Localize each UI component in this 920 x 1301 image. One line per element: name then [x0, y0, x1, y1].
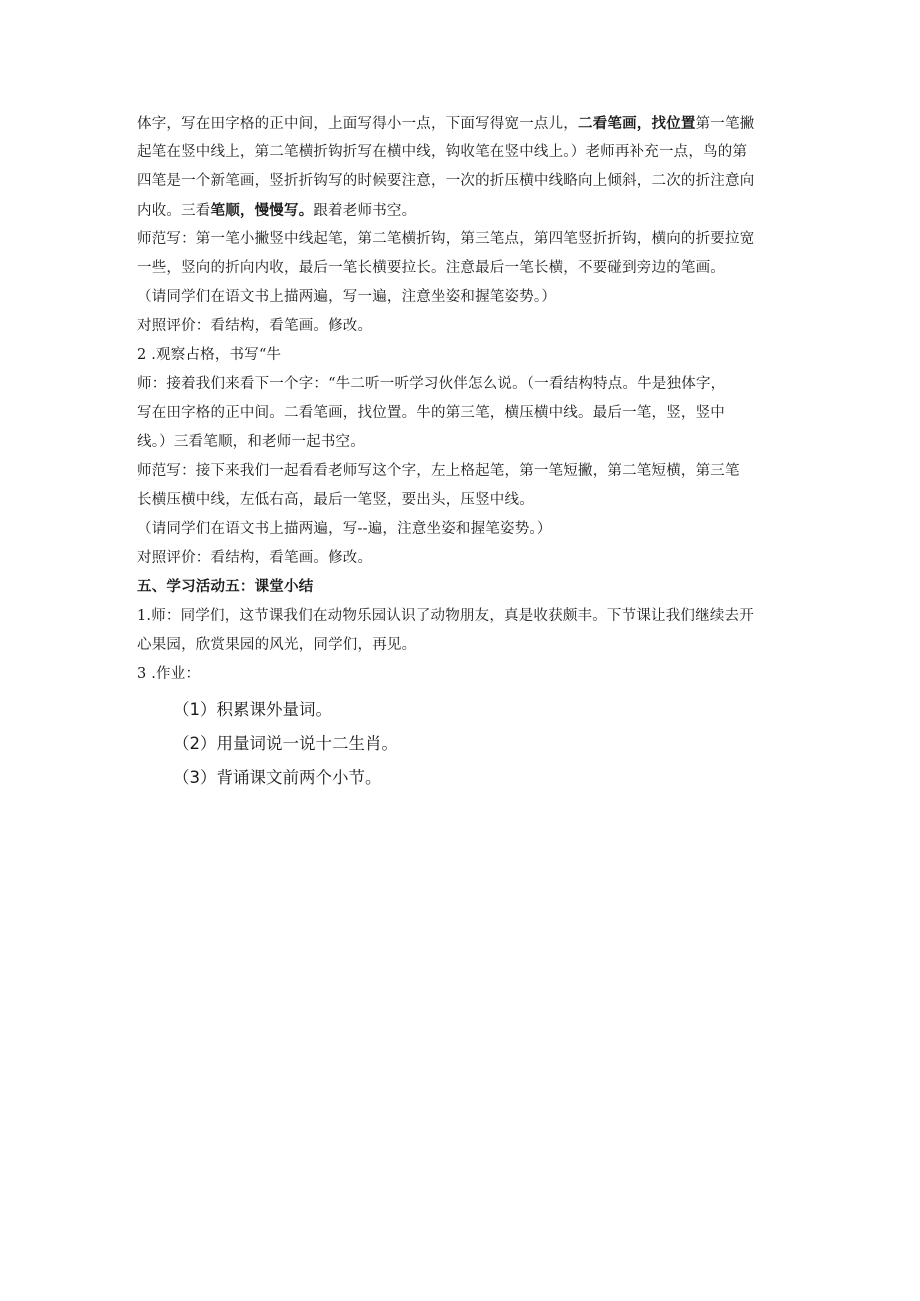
document-page	[137, 109, 797, 795]
summary-line: 心果园，欣赏果园的风光，同学们，再见。	[137, 637, 417, 653]
practice-note: （请同学们在语文书上描两遍，写--遍，注意坐姿和握笔姿势。）	[137, 521, 552, 537]
teacher-line: 写在田字格的正中间。二看笔画，找位置。牛的第三笔，横压横中线。最后一笔，竖，竖中	[137, 405, 725, 421]
homework-item: （1）积累课外量词。	[173, 700, 332, 719]
teacher-line: 线。）三看笔顺，和老师一起书空。	[137, 434, 365, 450]
teacher-line: 师：接着我们来看下一个字：“牛二听一听学习伙伴怎么说。（一看结构特点。牛是独体字，	[137, 376, 726, 392]
paragraph-line	[137, 109, 797, 138]
text-run: 第一笔撇	[695, 116, 755, 132]
summary-line: 1.师：同学们，这节课我们在动物乐园认识了动物朋友，真是收获颇丰。下节课让我们继续去开	[137, 608, 754, 624]
homework-title: 3 .作业：	[137, 666, 201, 682]
text-run: 体字，写在田字格的正中间，上面写得小一点，下面写得宽一点儿，	[137, 116, 578, 132]
practice-note: （请同学们在语文书上描两遍，写一遍，注意坐姿和握笔姿势。）	[137, 289, 557, 305]
demo-line: 师范写：第一笔小撇竖中线起笔，第二笔横折钩，第三笔点，第四笔竖折折钩，横向的折要拉宽	[137, 231, 755, 247]
homework-item: （3）背诵课文前两个小节。	[173, 768, 382, 787]
item-title: 2 .观察占格，书写“牛	[137, 347, 282, 363]
paragraph-line: 四笔是一个新笔画，竖折折钩写的时候要注意，一次的折压横中线略向上倾斜，二次的折注意向	[137, 173, 755, 189]
homework-item: （2）用量词说一说十二生肖。	[173, 734, 398, 753]
paragraph-line	[137, 196, 797, 225]
text-run: 跟着老师书空。	[313, 203, 417, 219]
evaluation-line: 对照评价：看结构，看笔画。修改。	[137, 318, 373, 334]
paragraph-line: 起笔在竖中线上，第二笔横折钩折写在横中线，钩收笔在竖中线上。）老师再补充一点，鸟的第	[137, 144, 748, 160]
evaluation-line: 对照评价：看结构，看笔画。修改。	[137, 550, 373, 566]
demo-line: 长横压横中线，左低右高，最后一笔竖，要出头，压竖中线。	[137, 492, 534, 508]
bold-text-run: 二看笔画，找位置	[578, 115, 696, 132]
demo-line: 一些，竖向的折向内收，最后一笔长横要拉长。注意最后一笔长横，不要碰到旁边的笔画。	[137, 260, 725, 276]
demo-line: 师范写：接下来我们一起看看老师写这个字，左上格起笔，第一笔短撇，第二笔短横，第三笔	[137, 463, 740, 479]
text-run: 内收。三看	[137, 203, 211, 219]
section-heading: 五、学习活动五：课堂小结	[137, 579, 314, 595]
bold-text-run: 笔顺，慢慢写。	[210, 202, 314, 219]
